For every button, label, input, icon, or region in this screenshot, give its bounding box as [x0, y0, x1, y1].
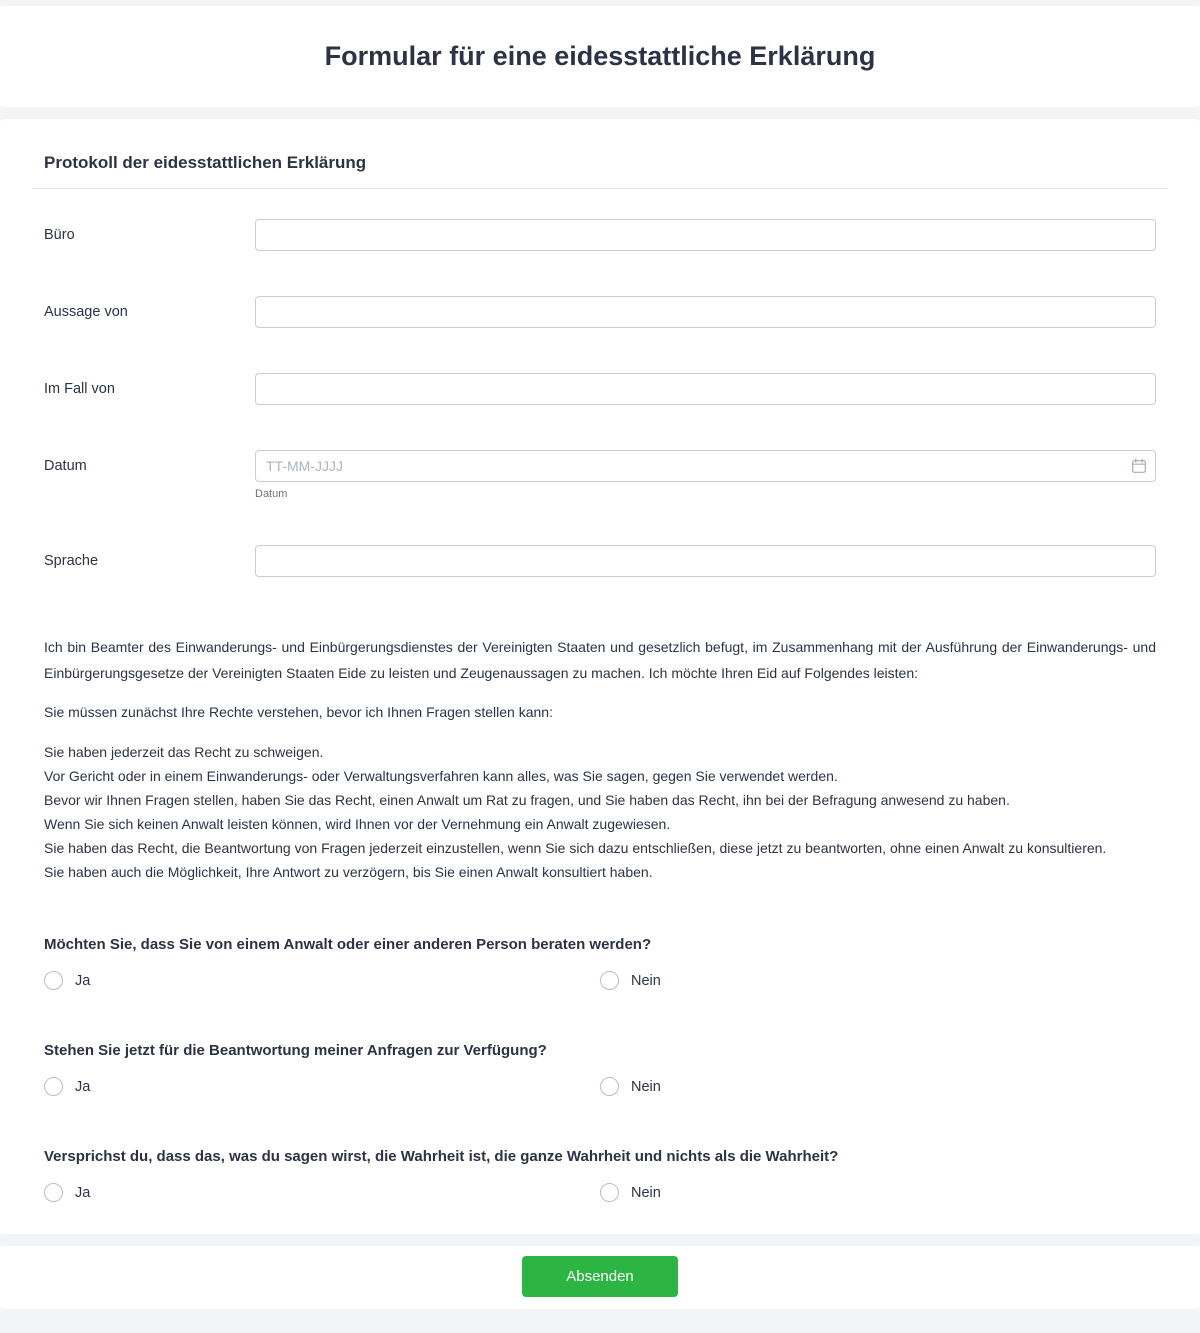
rights-line-4: Wenn Sie sich keinen Anwalt leisten können, wird Ihnen vor der Vernehmung ein Anwalt zugewiesen.: [44, 816, 671, 833]
question-1-label-nein: Nein: [631, 972, 661, 989]
question-1-text: Möchten Sie, dass Sie von einem Anwalt oder einer anderen Person beraten werden?: [44, 936, 652, 954]
question-wahrheit: [44, 1148, 1156, 1202]
oath-text-block: [44, 635, 1156, 884]
submit-button[interactable]: Absenden: [522, 1256, 678, 1297]
question-2-option-ja[interactable]: [44, 1077, 600, 1096]
rights-line-1: Sie haben jederzeit das Recht zu schweigen.: [44, 743, 324, 760]
rights-paragraph: [44, 740, 1156, 884]
question-2-text: Stehen Sie jetzt für die Beantwortung meiner Anfragen zur Verfügung?: [44, 1042, 547, 1060]
field-datum-sublabel: Datum: [255, 488, 288, 501]
section-heading: Protokoll der eidesstattlichen Erklärung: [32, 153, 1168, 189]
question-anwalt-beratung: [44, 936, 1156, 990]
rights-line-3: Bevor wir Ihnen Fragen stellen, haben Sie das Recht, einen Anwalt um Rat zu fragen, und Sie haben das Recht, ihn bei der Befragung anwesend zu haben.: [44, 791, 1010, 808]
question-1-options: [44, 971, 1156, 990]
question-3-text: Versprichst du, dass das, was du sagen wirst, die Wahrheit ist, die ganze Wahrheit und nichts als die Wahrheit?: [44, 1148, 839, 1166]
question-1-option-ja[interactable]: [44, 971, 600, 990]
field-row-sprache: [44, 545, 1156, 577]
question-1-radio-ja[interactable]: [44, 971, 63, 990]
field-datum-input[interactable]: [255, 450, 1156, 482]
date-input-wrap: [255, 450, 1156, 482]
calendar-icon[interactable]: [1131, 458, 1147, 474]
form-footer: [0, 1246, 1200, 1309]
question-3-option-ja[interactable]: [44, 1183, 600, 1202]
question-verfuegbarkeit: [44, 1042, 1156, 1096]
question-1-radio-nein[interactable]: [600, 971, 619, 990]
question-1-label-ja: Ja: [75, 972, 91, 989]
question-2-radio-nein[interactable]: [600, 1077, 619, 1096]
question-3-label-nein: Nein: [631, 1184, 661, 1201]
rights-line-2: Vor Gericht oder in einem Einwanderungs- oder Verwaltungsverfahren kann alles, was Sie sagen, gegen Sie verwendet werden.: [44, 767, 838, 784]
field-datum-label: Datum: [44, 458, 87, 475]
prompt-paragraph: Sie müssen zunächst Ihre Rechte verstehen, bevor ich Ihnen Fragen stellen kann:: [44, 704, 553, 721]
field-row-datum: [44, 450, 1156, 500]
question-2-option-nein[interactable]: [600, 1077, 1156, 1096]
field-sprache-input[interactable]: [255, 545, 1156, 577]
question-2-options: [44, 1077, 1156, 1096]
field-buero-label: Büro: [44, 227, 75, 244]
field-row-aussage-von: [44, 296, 1156, 328]
intro-paragraph: Ich bin Beamter des Einwanderungs- und Einbürgerungsdienstes der Vereinigten Staaten und gesetzlich befugt, im Zusammenhang mit der Ausführung der Einwanderungs- und Einbürgerungsgesetze der Vereinigten Staaten Eide zu leisten und Zeugenaussagen zu machen. Ich möchte Ihren Eid auf Folgendes leisten:: [44, 639, 1156, 681]
field-aussage-von-label: Aussage von: [44, 304, 128, 321]
rights-line-5: Sie haben das Recht, die Beantwortung von Fragen jederzeit einzustellen, wenn Sie sich dazu entschließen, diese jetzt zu beantworten, ohne einen Anwalt zu konsultieren.: [44, 840, 1107, 857]
field-row-buero: [44, 219, 1156, 251]
field-im-fall-von-label: Im Fall von: [44, 381, 115, 398]
question-2-radio-ja[interactable]: [44, 1077, 63, 1096]
field-aussage-von-input[interactable]: [255, 296, 1156, 328]
question-3-label-ja: Ja: [75, 1184, 91, 1201]
field-buero-input[interactable]: [255, 219, 1156, 251]
form-body: [0, 119, 1200, 1234]
question-3-option-nein[interactable]: [600, 1183, 1156, 1202]
question-1-option-nein[interactable]: [600, 971, 1156, 990]
field-row-im-fall-von: [44, 373, 1156, 405]
question-2-label-ja: Ja: [75, 1078, 91, 1095]
rights-line-6: Sie haben auch die Möglichkeit, Ihre Antwort zu verzögern, bis Sie einen Anwalt konsultiert haben.: [44, 864, 653, 881]
form-title: Formular für eine eidesstattliche Erklärung: [324, 41, 876, 71]
question-3-options: [44, 1183, 1156, 1202]
form-header: [0, 6, 1200, 107]
field-im-fall-von-input[interactable]: [255, 373, 1156, 405]
question-2-label-nein: Nein: [631, 1078, 661, 1095]
field-sprache-label: Sprache: [44, 553, 99, 570]
question-3-radio-nein[interactable]: [600, 1183, 619, 1202]
question-3-radio-ja[interactable]: [44, 1183, 63, 1202]
